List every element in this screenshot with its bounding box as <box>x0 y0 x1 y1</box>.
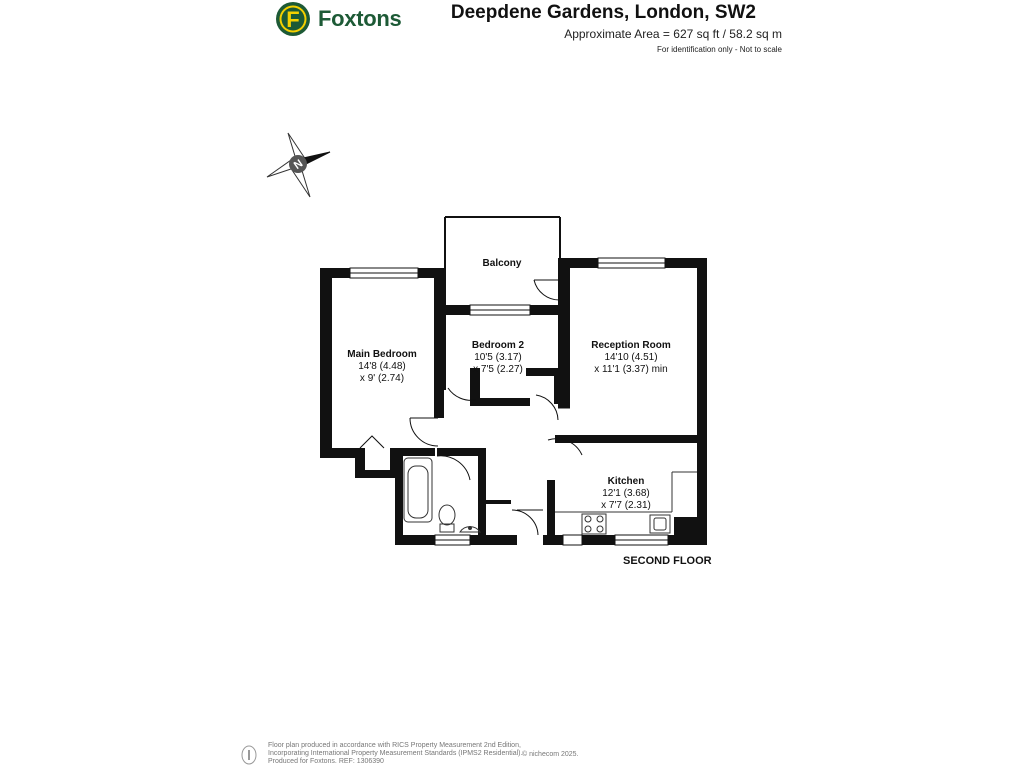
footer-copyright: © nichecom 2025. <box>522 751 579 758</box>
svg-text:Reception Room: Reception Room <box>591 340 671 351</box>
footer-line-3: Produced for Foxtons. REF: 1306390 <box>268 758 384 765</box>
room-kitchen <box>601 476 651 511</box>
svg-text:Bedroom 2: Bedroom 2 <box>471 340 525 351</box>
svg-text:Balcony: Balcony <box>482 258 522 269</box>
svg-text:12'1 (3.68): 12'1 (3.68) <box>602 488 650 499</box>
measurement-info-icon <box>236 745 262 765</box>
footer-line-1: Floor plan produced in accordance with RICS Property Measurement 2nd Edition, <box>268 742 521 749</box>
room-reception <box>591 340 671 375</box>
svg-text:Main Bedroom: Main Bedroom <box>347 349 417 360</box>
svg-text:Kitchen: Kitchen <box>607 476 645 487</box>
footer-notes <box>268 742 522 766</box>
scale-disclaimer: For identification only - Not to scale <box>657 45 782 54</box>
svg-text:14'8 (4.48): 14'8 (4.48) <box>358 361 406 372</box>
footer-line-2: Incorporating International Property Measurement Standards (IPMS2 Residential). <box>268 750 523 757</box>
svg-text:10'5 (3.17): 10'5 (3.17) <box>474 352 522 363</box>
svg-text:x 7'7 (2.31): x 7'7 (2.31) <box>601 500 651 511</box>
room-main-bedroom <box>347 349 417 384</box>
compass-icon <box>267 133 330 197</box>
svg-text:N: N <box>291 157 306 173</box>
room-balcony <box>483 258 522 269</box>
floor-label: SECOND FLOOR <box>623 555 712 567</box>
svg-text:F: F <box>286 7 300 32</box>
property-address: Deepdene Gardens, London, SW2 <box>450 2 756 23</box>
svg-text:x 7'5 (2.27): x 7'5 (2.27) <box>473 364 523 375</box>
svg-text:x 11'1 (3.37) min: x 11'1 (3.37) min <box>594 364 668 375</box>
svg-text:x 9' (2.74): x 9' (2.74) <box>359 373 405 384</box>
svg-text:14'10 (4.51): 14'10 (4.51) <box>604 352 658 363</box>
room-bedroom-2 <box>472 340 525 375</box>
brand-name: Foxtons <box>318 6 402 31</box>
approximate-area: Approximate Area = 627 sq ft / 58.2 sq m <box>564 27 782 41</box>
